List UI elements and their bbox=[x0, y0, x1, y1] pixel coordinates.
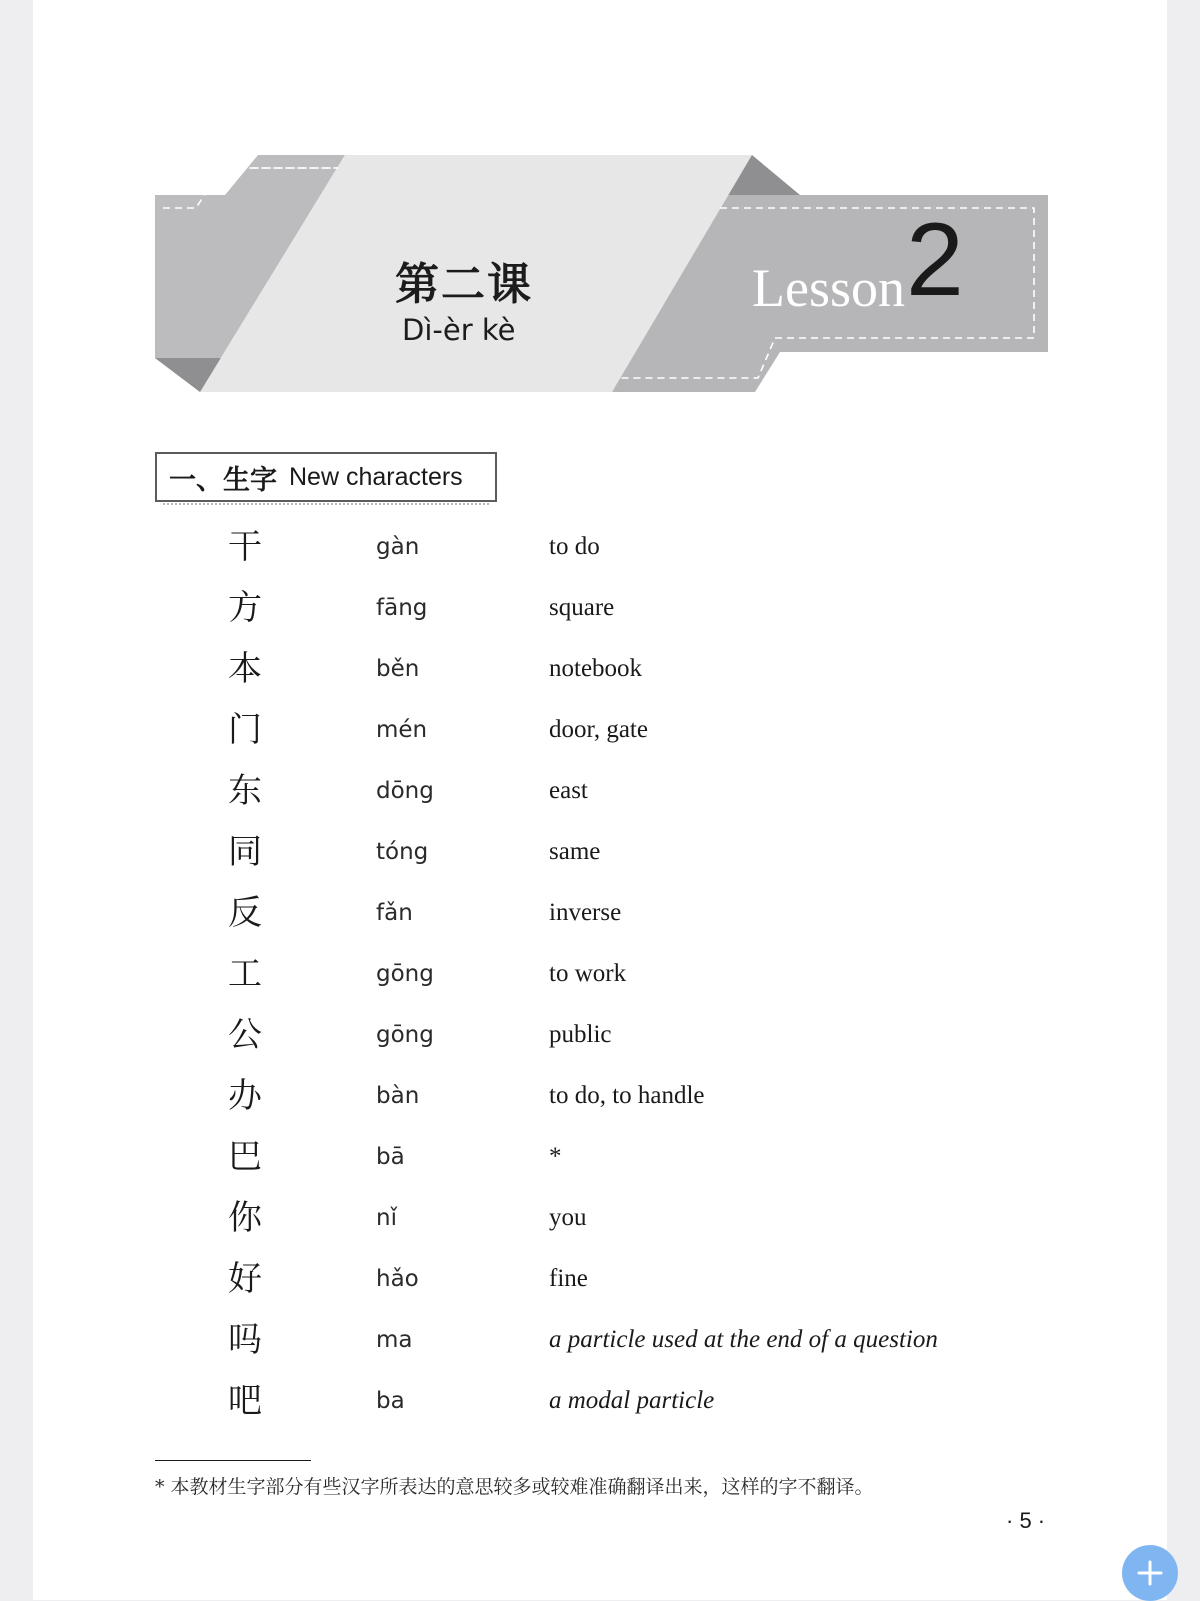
vocab-pinyin: ba bbox=[376, 1388, 405, 1414]
vocab-meaning: * bbox=[549, 1143, 562, 1170]
page-number: · 5 · bbox=[1006, 1508, 1046, 1533]
vocab-pinyin: běn bbox=[376, 656, 420, 682]
vocab-row bbox=[0, 517, 1200, 577]
footnote-divider bbox=[155, 1460, 311, 1461]
vocab-character: 本 bbox=[228, 649, 262, 689]
section-title-english: New characters bbox=[289, 462, 463, 491]
vocab-meaning: door, gate bbox=[549, 716, 648, 743]
vocab-row bbox=[0, 1005, 1200, 1065]
vocab-character: 方 bbox=[228, 588, 262, 628]
add-button[interactable] bbox=[1122, 1545, 1178, 1601]
vocab-meaning: east bbox=[549, 777, 588, 804]
vocab-row bbox=[0, 1066, 1200, 1126]
vocab-pinyin: fāng bbox=[376, 595, 428, 621]
vocab-row bbox=[0, 883, 1200, 943]
vocab-row bbox=[0, 1371, 1200, 1431]
vocab-meaning: fine bbox=[549, 1265, 588, 1292]
vocab-character: 巴 bbox=[228, 1137, 262, 1177]
vocab-meaning: inverse bbox=[549, 899, 622, 926]
vocab-pinyin: hǎo bbox=[376, 1266, 419, 1292]
vocab-character: 你 bbox=[228, 1198, 262, 1238]
vocab-meaning: square bbox=[549, 594, 615, 621]
vocab-meaning: notebook bbox=[549, 655, 643, 682]
vocab-pinyin: gōng bbox=[376, 961, 434, 987]
vocab-pinyin: bàn bbox=[376, 1083, 420, 1109]
vocab-meaning: to work bbox=[549, 960, 627, 987]
section-title-chinese: 一、生字 bbox=[169, 464, 277, 496]
vocab-meaning: a particle used at the end of a question bbox=[549, 1326, 938, 1353]
vocab-character: 东 bbox=[228, 771, 262, 811]
vocab-row bbox=[0, 1249, 1200, 1309]
plus-icon bbox=[1135, 1558, 1165, 1588]
vocab-pinyin: dōng bbox=[376, 778, 434, 804]
vocab-character: 吗 bbox=[228, 1320, 262, 1360]
vocab-row bbox=[0, 944, 1200, 1004]
vocab-character: 工 bbox=[228, 954, 262, 994]
vocab-row bbox=[0, 639, 1200, 699]
vocab-meaning: public bbox=[549, 1021, 612, 1048]
footnote-text: * 本教材生字部分有些汉字所表达的意思较多或较难准确翻译出来，这样的字不翻译。 bbox=[155, 1476, 874, 1498]
vocab-row bbox=[0, 700, 1200, 760]
vocab-character: 好 bbox=[228, 1259, 262, 1299]
vocab-meaning: same bbox=[549, 838, 601, 865]
vocab-pinyin: tóng bbox=[376, 839, 429, 865]
vocab-character: 吧 bbox=[228, 1381, 262, 1421]
vocab-character: 办 bbox=[228, 1076, 262, 1116]
vocab-pinyin: gōng bbox=[376, 1022, 434, 1048]
vocab-meaning: to do bbox=[549, 533, 600, 560]
vocab-row bbox=[0, 761, 1200, 821]
lesson-number: 2 bbox=[906, 202, 964, 318]
vocab-pinyin: bā bbox=[376, 1144, 405, 1170]
vocab-pinyin: mén bbox=[376, 717, 428, 743]
lesson-title-pinyin: Dì-èr kè bbox=[402, 313, 516, 347]
vocab-pinyin: gàn bbox=[376, 534, 420, 560]
vocab-pinyin: fǎn bbox=[376, 900, 413, 926]
vocab-meaning: to do, to handle bbox=[549, 1082, 705, 1109]
vocab-row bbox=[0, 1127, 1200, 1187]
vocab-pinyin: ma bbox=[376, 1327, 413, 1353]
lesson-banner bbox=[0, 0, 1200, 420]
lesson-title-chinese: 第二课 bbox=[395, 259, 533, 310]
vocab-character: 同 bbox=[228, 832, 262, 872]
vocab-row bbox=[0, 1188, 1200, 1248]
vocab-character: 门 bbox=[228, 710, 262, 750]
lesson-label-english: Lesson bbox=[752, 258, 905, 318]
vocab-pinyin: nǐ bbox=[376, 1205, 397, 1231]
vocab-row bbox=[0, 822, 1200, 882]
vocab-character: 干 bbox=[228, 527, 262, 567]
vocab-meaning: you bbox=[549, 1204, 587, 1231]
section-heading-box bbox=[155, 452, 497, 502]
vocab-row bbox=[0, 578, 1200, 638]
vocab-row bbox=[0, 1310, 1200, 1370]
vocab-meaning: a modal particle bbox=[549, 1387, 715, 1414]
vocab-character: 反 bbox=[228, 893, 262, 933]
vocab-character: 公 bbox=[228, 1015, 262, 1055]
